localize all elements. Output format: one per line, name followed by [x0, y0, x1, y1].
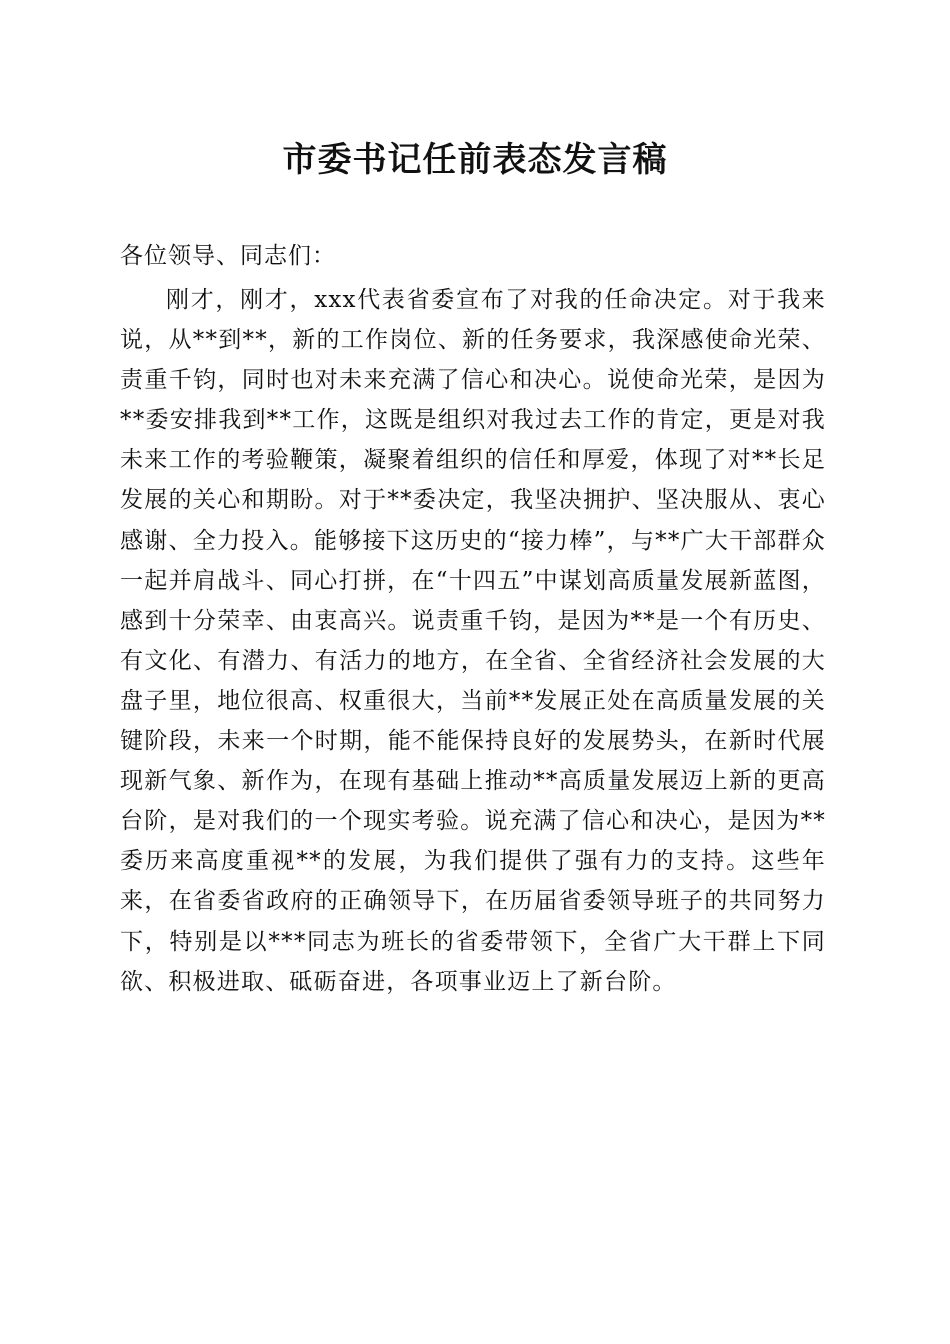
salutation: 各位领导、同志们： — [120, 243, 336, 269]
body-paragraph: 刚才，刚才，xxx代表省委宣布了对我的任命决定。对于我来说，从**到**，新的工作岗位、新的任务要求，我深感使命光荣、责重千钧，同时也对未来充满了信心和决心。说使命光荣，是因为**委安排我到**工作，这既是组织对我过去工作的肯定，更是对我未来工作的考验鞭策，凝聚着组织的信任和厚爱，体现了对**长足发展的关心和期盼。对于**委决定，我坚决拥护、坚决服从、衷心感谢、全力投入。能够接下这历史的“接力棒”，与**广大干部群众一起并肩战斗、同心打拼，在“十四五”中谋划高质量发展新蓝图，感到十分荣幸、由衷高兴。说责重千钧，是因为**是一个有历史、有文化、有潜力、有活力的地方，在全省、全省经济社会发展的大盘子里，地位很高、权重很大，当前**发展正处在高质量发展的关键阶段，未来一个时期，能不能保持良好的发展势头，在新时代展现新气象、新作为，在现有基础上推动**高质量发展迈上新的更高台阶，是对我们的一个现实考验。说充满了信心和决心，是因为**委历来高度重视**的发展，为我们提供了强有力的支持。这些年来，在省委省政府的正确领导下，在历届省委领导班子的共同努力下，特别是以***同志为班长的省委带领下，全省广大干群上下同欲、积极进取、砥砺奋进，各项事业迈上了新台阶。 — [120, 287, 826, 995]
document-title: 市委书记任前表态发言稿 — [282, 140, 668, 180]
